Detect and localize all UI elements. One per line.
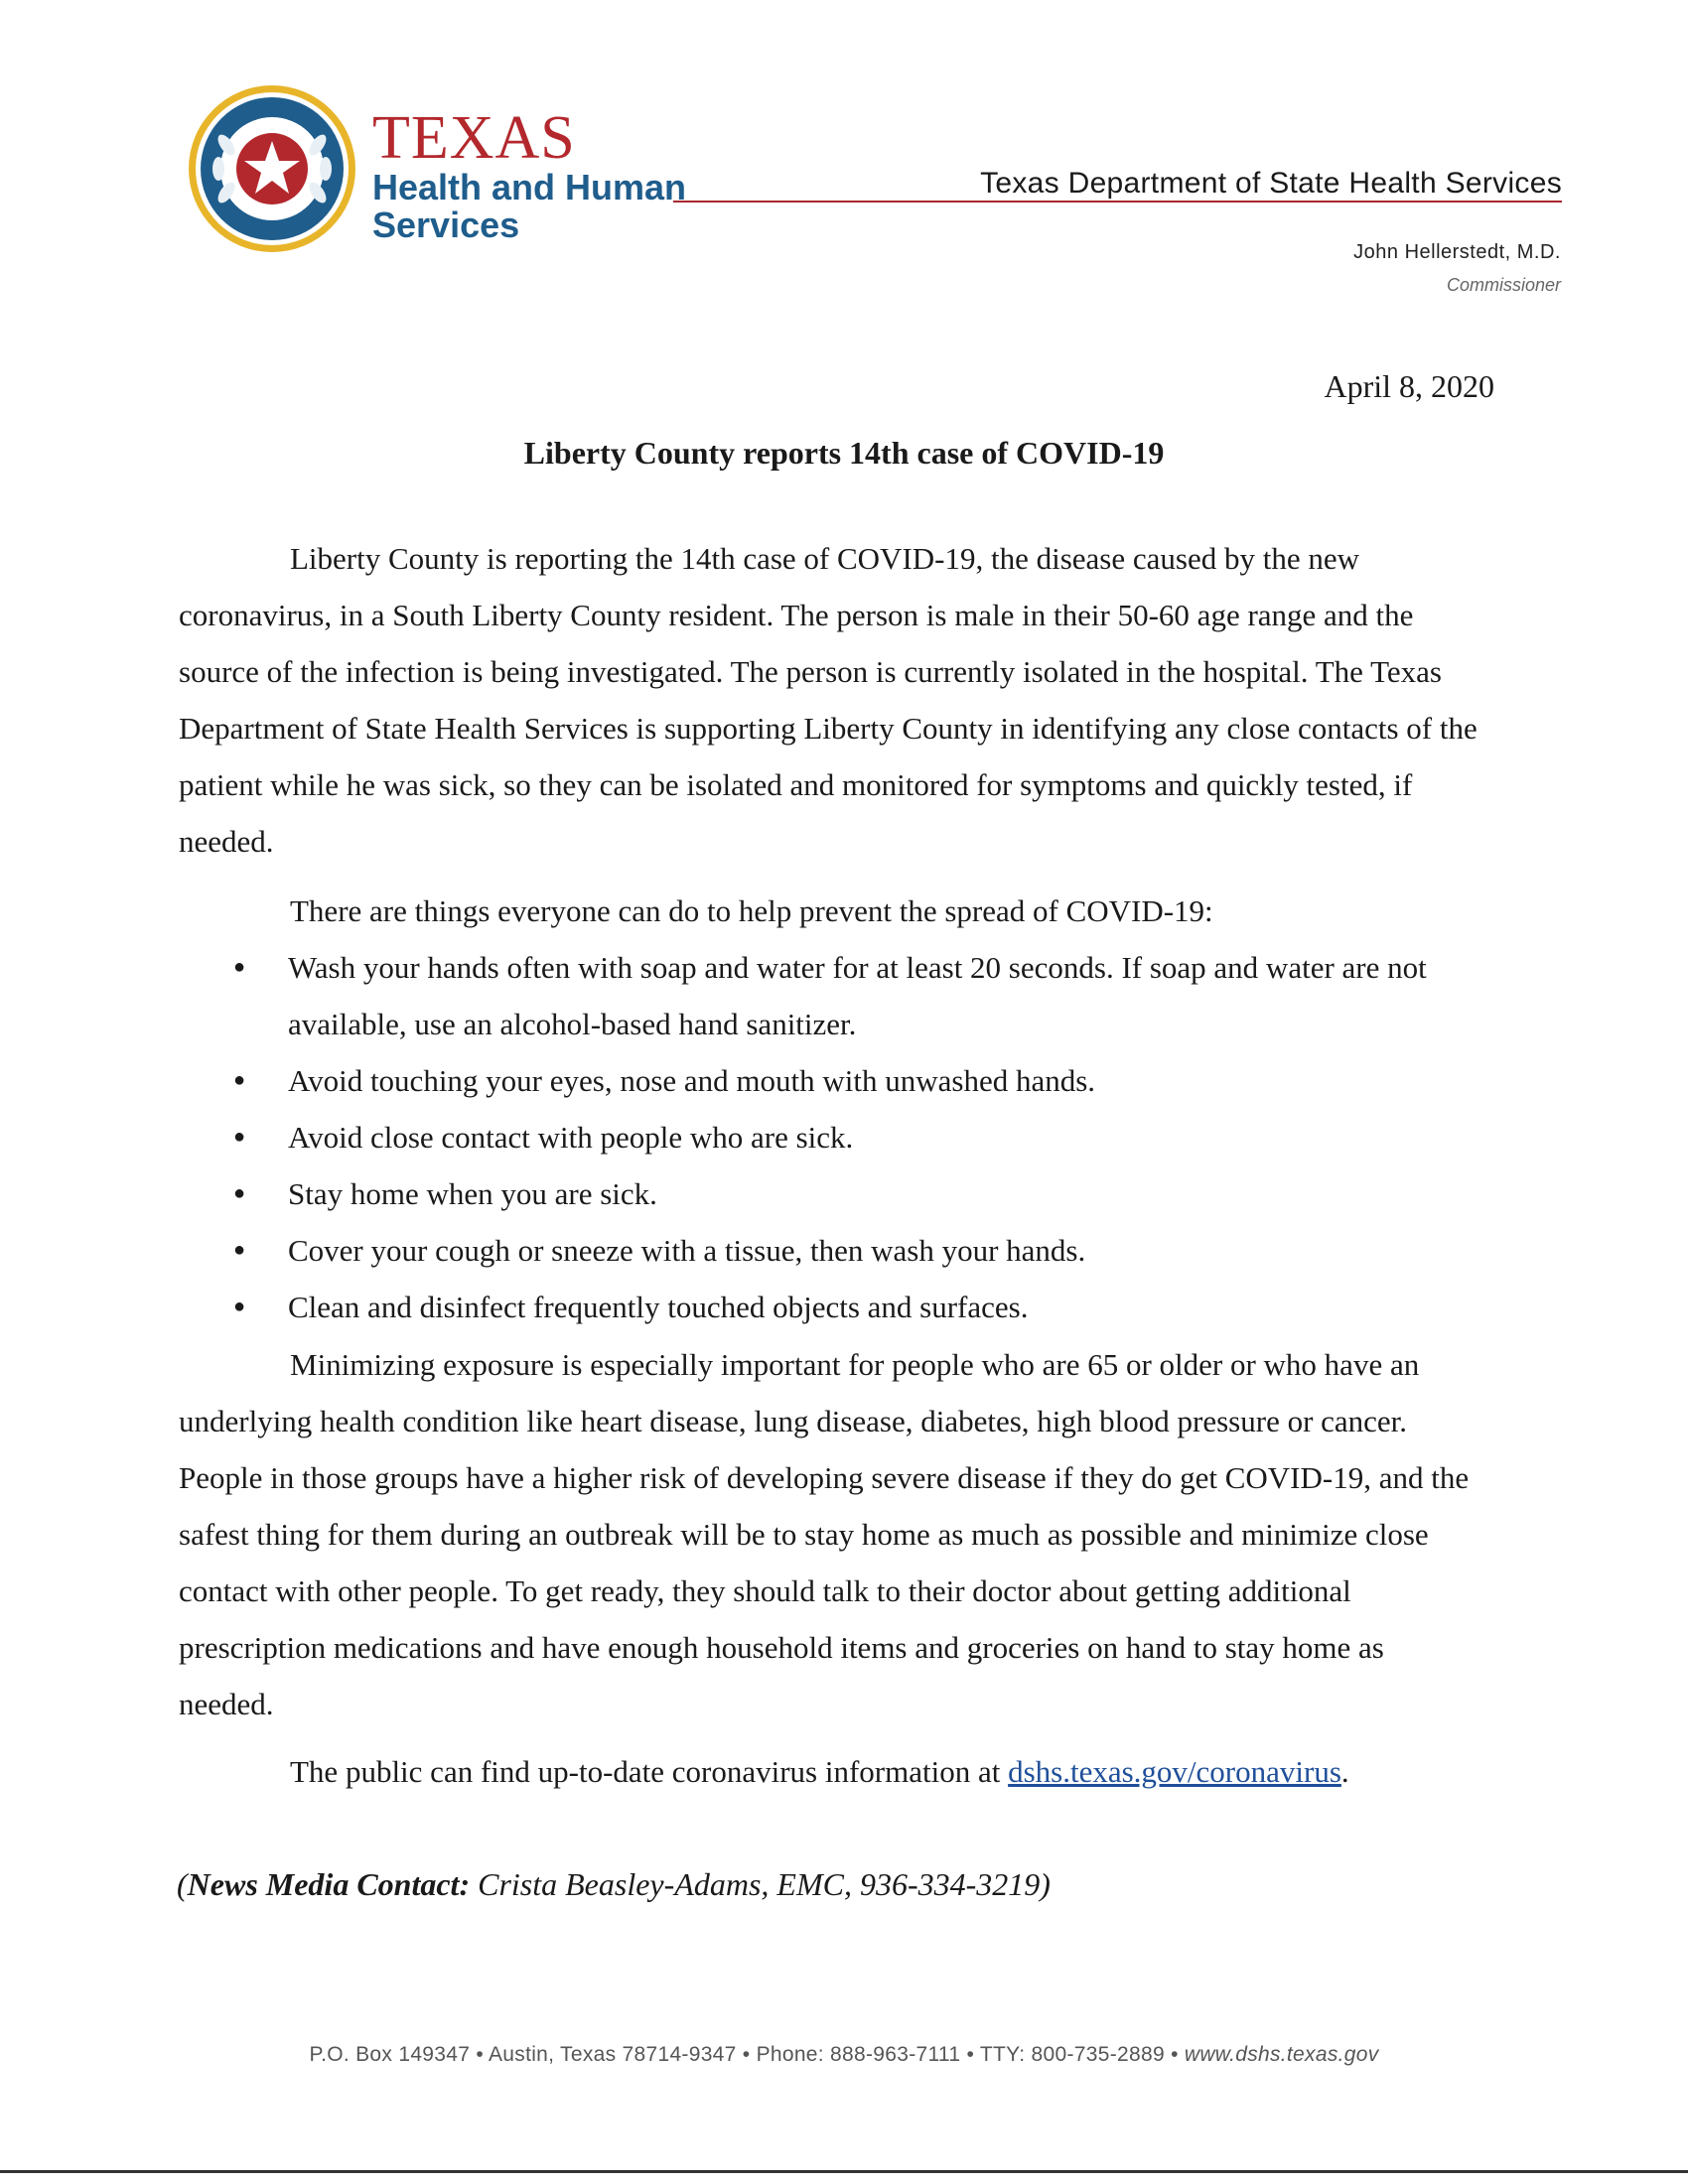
list-item: ● Wash your hands often with soap and water for at least 20 seconds. If soap and water are not available, use an alcohol-based hand sanitizer. [204, 939, 1484, 1052]
list-item: ● Cover your cough or sneeze with a tissue, then wash your hands. [204, 1222, 1484, 1279]
scan-bottom-edge [0, 2170, 1688, 2173]
info-prefix: The public can find up-to-date coronavirus information at [290, 1754, 1009, 1789]
header-divider [673, 201, 1562, 203]
footer-separator: • [470, 2043, 489, 2066]
list-item: ● Stay home when you are sick. [204, 1165, 1484, 1222]
info-suffix: . [1340, 1754, 1349, 1789]
prevention-intro: There are things everyone can do to help prevent the spread of COVID-19: [290, 893, 1213, 928]
release-date: April 8, 2020 [1324, 368, 1494, 404]
list-item: ● Avoid touching your eyes, nose and mouth with unwashed hands. [204, 1052, 1484, 1109]
risk-paragraph: Minimizing exposure is especially important for people who are 65 or older or who have an underlying health condition like heart disease, lung disease, diabetes, high blood pressure or cancer. People in those groups have a higher risk of developing severe disease if they do get COVID-19, and the safest thing for them during an outbreak will be to stay home as much as possible and minimize close contact with other people. To get ready, they should talk to their doctor about getting additional prescription medications and have enough household items and groceries on hand to stay home as needed. [179, 1347, 1470, 1721]
coronavirus-info-link[interactable]: dshs.texas.gov/coronavirus [1008, 1754, 1341, 1789]
footer-tty: TTY: 800-735-2889 [979, 2043, 1165, 2066]
footer-separator: • [960, 2043, 980, 2066]
commissioner-name: John Hellerstedt, M.D. [1353, 241, 1561, 263]
media-contact [177, 1866, 1051, 1903]
intro-paragraph: Liberty County is reporting the 14th case of COVID-19, the disease caused by the new coronavirus, in a South Liberty County resident. The person is male in their 50-60 age range and the source of the infection is being investigated. The person is currently isolated in the hospital. The Texas Department of State Health Services is supporting Liberty County in identifying any close contacts of the patient while he was sick, so they can be isolated and monitored for symptoms and quickly tested, if needed. [179, 541, 1477, 859]
brand-line-1: Health and Human [372, 167, 687, 207]
footer-separator: • [1164, 2043, 1185, 2066]
footer-po-box: P.O. Box 149347 [309, 2043, 471, 2066]
brand-line-2: Services [372, 205, 520, 245]
contact-open-paren: ( [177, 1866, 188, 1902]
contact-details: Crista Beasley-Adams, EMC, 936-334-3219) [470, 1866, 1051, 1902]
info-paragraph [179, 1743, 1479, 1800]
footer-website-link[interactable]: www.dshs.texas.gov [1184, 2043, 1379, 2066]
prevention-list [204, 939, 1484, 1335]
texas-hhs-seal-logo [187, 77, 357, 258]
hhs-brand-wordmark [372, 104, 687, 245]
list-item: ● Avoid close contact with people who are sick. [204, 1109, 1484, 1165]
footer-phone: Phone: 888-963-7111 [756, 2043, 961, 2066]
footer-separator: • [736, 2043, 757, 2066]
contact-label: News Media Contact: [187, 1866, 471, 1902]
department-name: Texas Department of State Health Services [980, 167, 1562, 200]
list-item: ● Clean and disinfect frequently touched objects and surfaces. [204, 1279, 1484, 1335]
brand-texas: TEXAS [372, 104, 576, 172]
footer-address [0, 2043, 1688, 2067]
commissioner-title: Commissioner [1446, 275, 1561, 295]
footer-city: Austin, Texas 78714-9347 [488, 2043, 737, 2066]
headline: Liberty County reports 14th case of COVID-19 [523, 435, 1165, 471]
